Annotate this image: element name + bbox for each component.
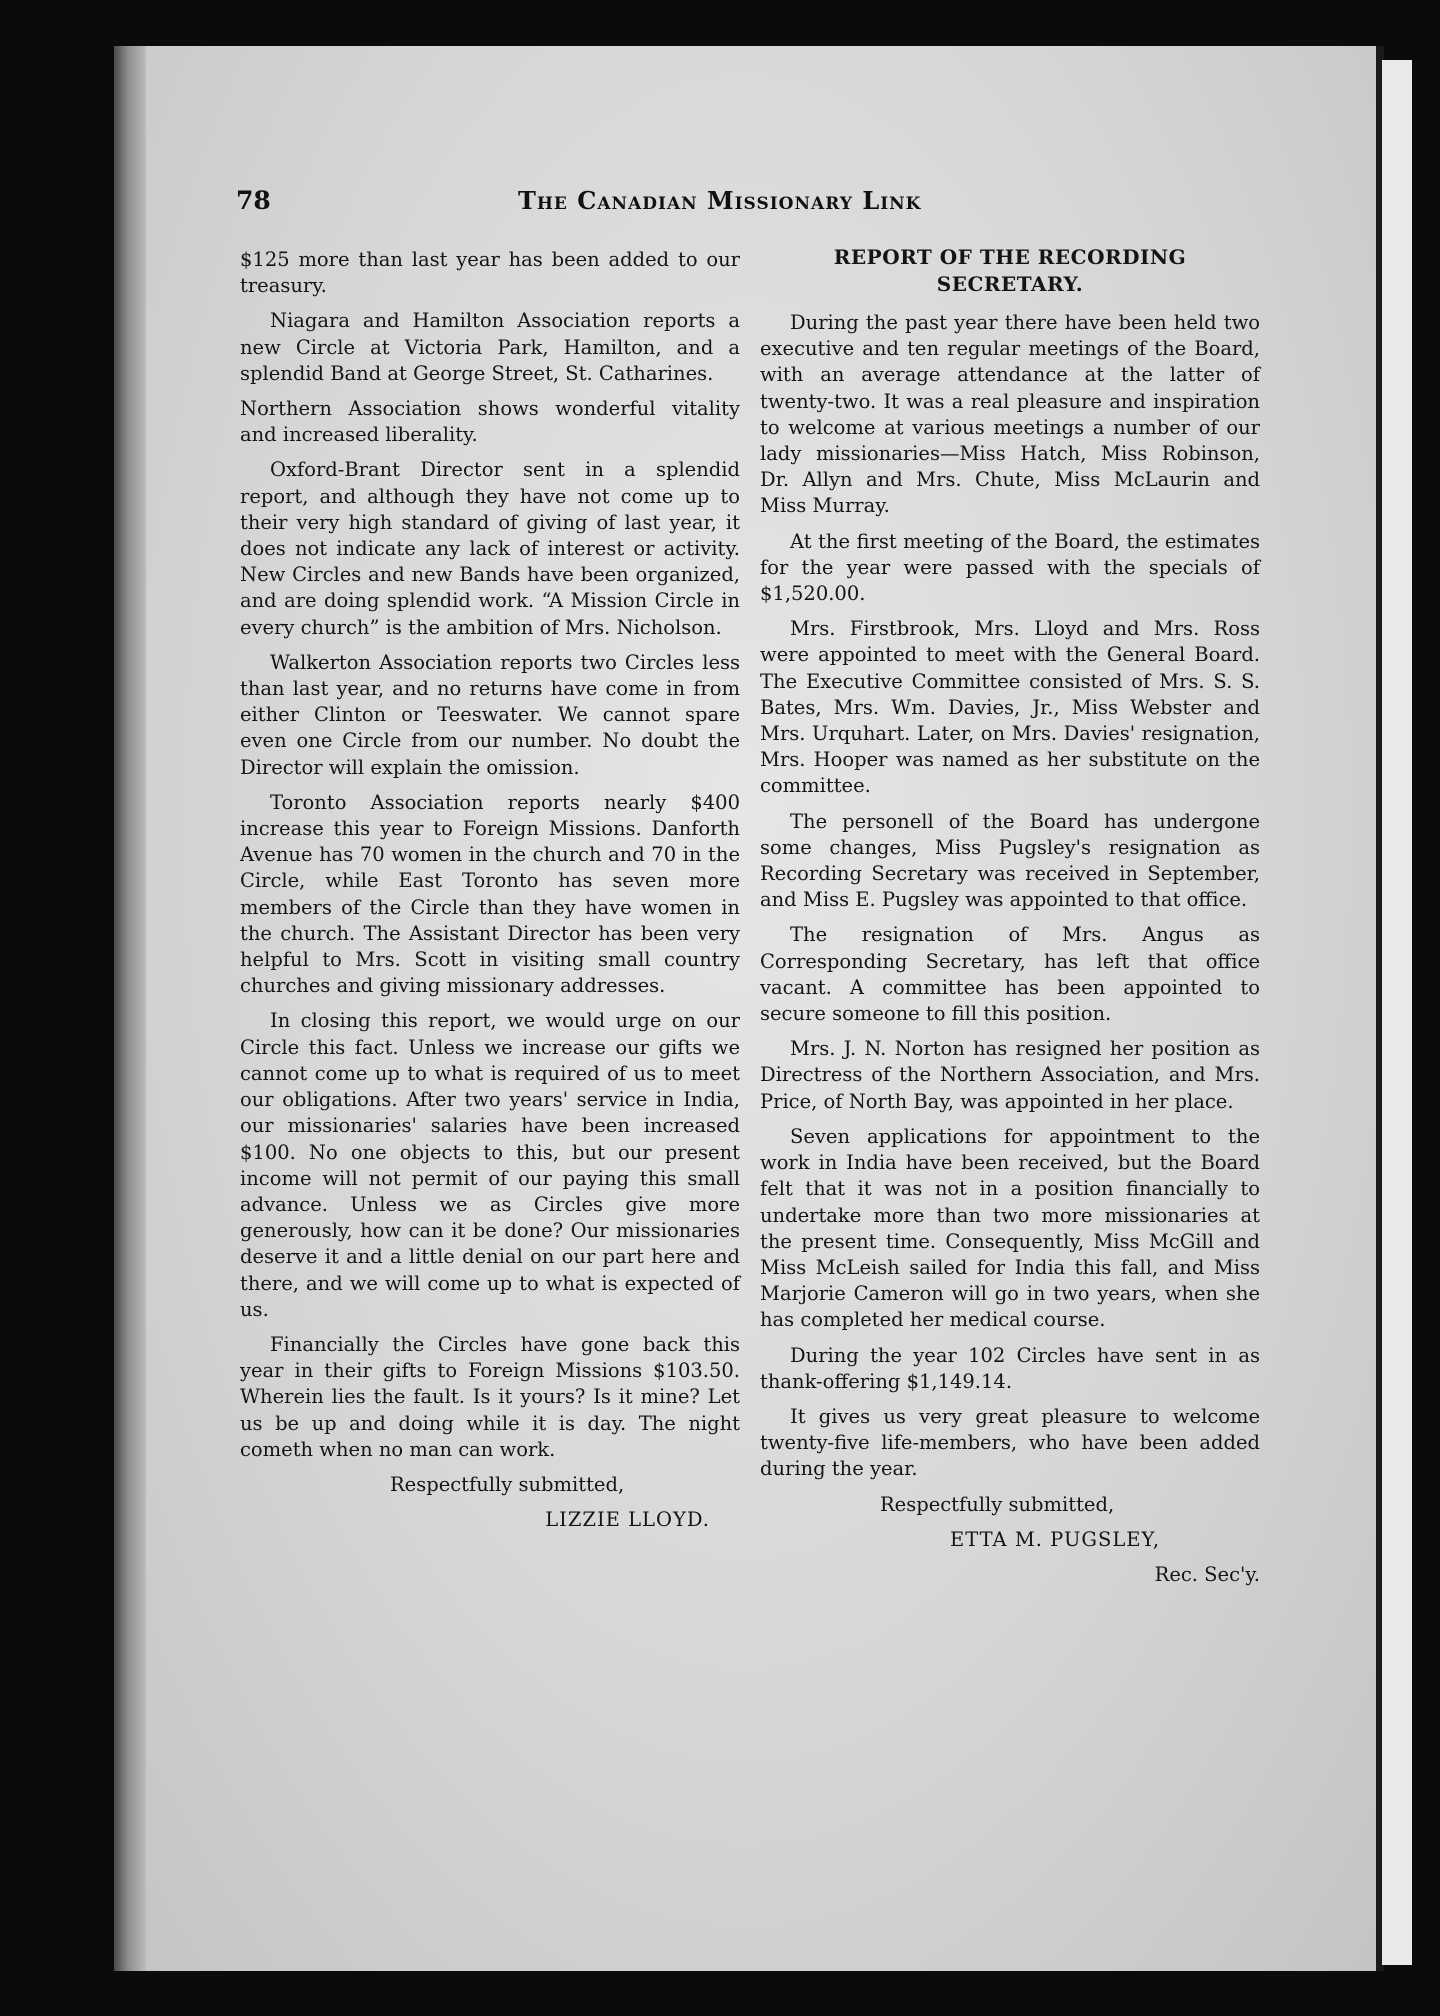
paragraph: Mrs. Firstbrook, Mrs. Lloyd and Mrs. Ross were appointed to meet with the General Board. The Executive Committee consisted of Mrs. S. S. Bates, Mrs. Wm. Davies, Jr., Miss Webster and Mrs. Urquhart. Later, on Mrs. Davies' resignation, Mrs. Hooper was named as her substitute on the committee.	[760, 617, 1260, 798]
page-header	[236, 186, 1236, 216]
closing-line: Respectfully submitted,	[390, 1472, 625, 1496]
paragraph: Niagara and Hamilton Association reports a new Circle at Victoria Park, Hamilton, and a splendid Band at George Street, St. Catharines.	[240, 309, 740, 385]
right-column	[760, 244, 1260, 1597]
next-page-edge	[1382, 60, 1412, 1965]
paragraph: Seven applications for appointment to the work in India have been received, but the Board felt that it was not in a position financially to undertake more than two more missionaries at the present time. Consequently, Miss McGill and Miss McLeish sailed for India this fall, and Miss Marjorie Cameron will go in two years, when she has completed her medical course.	[760, 1124, 1260, 1332]
paragraph: $125 more than last year has been added to our treasury.	[240, 248, 740, 298]
signature-title: Rec. Sec'y.	[1154, 1562, 1260, 1586]
signature: LIZZIE LLOYD.	[545, 1508, 710, 1532]
paragraph: The personell of the Board has undergone some changes, Miss Pugsley's resignation as Recording Secretary was received in September, and Miss E. Pugsley was appointed to that office.	[760, 809, 1260, 912]
paragraph: It gives us very great pleasure to welcome twenty-five life-members, who have been added during the year.	[760, 1404, 1260, 1481]
binding-shadow	[114, 46, 146, 1971]
paragraph: In closing this report, we would urge on our Circle this fact. Unless we increase our gifts we cannot come up to what is required of us to meet our obligations. After two years' service in India, our missionaries' salaries have been increased $100. No one objects to this, but our present income will not permit of our paying this small advance. Unless we as Circles give more generously, how can it be done? Our missionaries deserve it and a little denial on our part here and there, and we will come up to what is expected of us.	[240, 1009, 740, 1321]
section-title: REPORT OF THE RECORDING SECRETARY.	[833, 245, 1187, 296]
paragraph: The resignation of Mrs. Angus as Corresponding Secretary, has left that office vacant. A committee has been appointed to secure someone to fill this position.	[760, 923, 1260, 1026]
page-number: 78	[236, 186, 271, 215]
running-title: The Canadian Missionary Link	[518, 186, 922, 215]
closing-line: Respectfully submitted,	[880, 1492, 1115, 1516]
paragraph: Northern Association shows wonderful vitality and increased liberality.	[240, 397, 740, 447]
paragraph: Financially the Circles have gone back this year in their gifts to Foreign Missions $103.50. Wherein lies the fault. Is it yours? Is it mine? Let us be up and doing while it is day. The night cometh when no man can work.	[240, 1332, 740, 1461]
left-column	[240, 247, 740, 1542]
paragraph: Walkerton Association reports two Circles less than last year, and no returns have come in from either Clinton or Teeswater. We cannot spare even one Circle from our number. No doubt the Director will explain the omission.	[240, 650, 740, 779]
paragraph: Oxford-Brant Director sent in a splendid report, and although they have not come up to their very high standard of giving of last year, it does not indicate any lack of interest or activity. New Circles and new Bands have been organized, and are doing splendid work. “A Mission Circle in every church” is the ambition of Mrs. Nicholson.	[240, 458, 740, 639]
signature: ETTA M. PUGSLEY,	[950, 1527, 1161, 1551]
paragraph: During the year 102 Circles have sent in as thank-offering $1,149.14.	[760, 1343, 1260, 1393]
paragraph: Mrs. J. N. Norton has resigned her position as Directress of the Northern Association, and Mrs. Price, of North Bay, was appointed in her place.	[760, 1037, 1260, 1113]
paragraph: During the past year there have been held two executive and ten regular meetings of the Board, with an average attendance at the latter of twenty-two. It was a real pleasure and inspiration to welcome at various meetings a number of our lady missionaries—Miss Hatch, Miss Robinson, Dr. Allyn and Mrs. Chute, Miss McLaurin and Miss Murray.	[760, 311, 1260, 518]
paragraph: At the first meeting of the Board, the estimates for the year were passed with the specials of $1,520.00.	[760, 529, 1260, 606]
paragraph: Toronto Association reports nearly $400 increase this year to Foreign Missions. Danforth Avenue has 70 women in the church and 70 in the Circle, while East Toronto has seven more members of the Circle than they have women in the church. The Assistant Director has been very helpful to Mrs. Scott in visiting small country churches and giving missionary addresses.	[240, 790, 740, 998]
